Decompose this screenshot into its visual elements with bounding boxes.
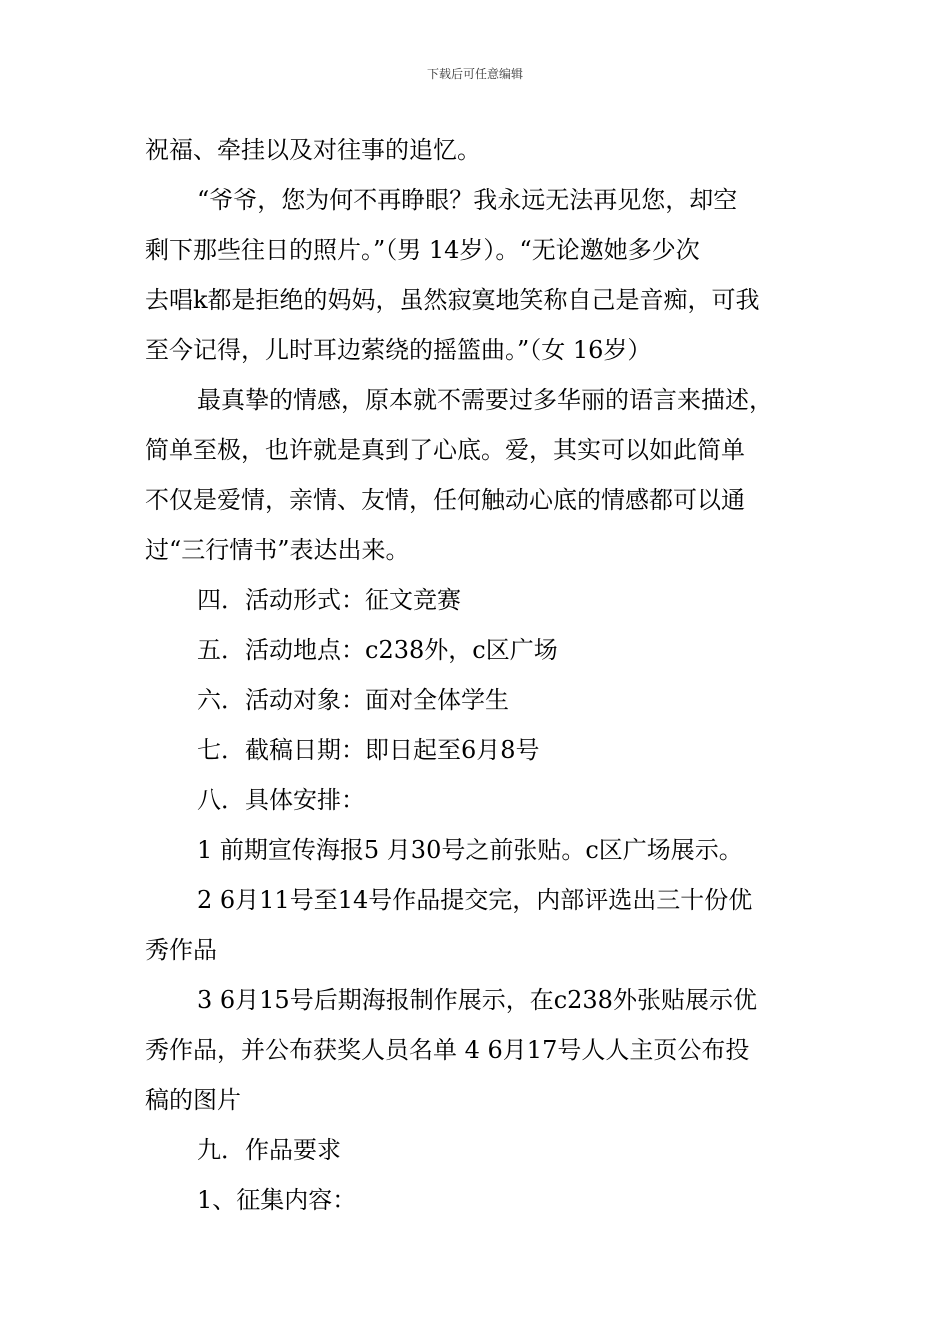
- sub-heading-content: 1、征集内容：: [197, 1186, 357, 1214]
- list-item-step-1: 1 前期宣传海报5 月30号之前张贴。c区广场展示。: [197, 836, 743, 864]
- text-line: 简单至极，也许就是真到了心底。爱，其实可以如此简单: [145, 436, 745, 464]
- text-line: 秀作品: [145, 936, 217, 964]
- section-heading-activity-target: 六．活动对象：面对全体学生: [197, 686, 509, 714]
- section-heading-requirements: 九．作品要求: [197, 1136, 341, 1164]
- list-item-step-3: 3 6月15号后期海报制作展示，在c238外张贴展示优: [197, 986, 757, 1014]
- list-item-step-2: 2 6月11号至14号作品提交完，内部评选出三十份优: [197, 886, 753, 914]
- page-header: 下载后可任意编辑: [426, 67, 523, 81]
- section-heading-arrangement: 八．具体安排：: [197, 786, 365, 814]
- document-body: [145, 125, 815, 1225]
- section-heading-activity-location: 五．活动地点：c238外，c区广场: [197, 636, 558, 664]
- text-line: “爷爷，您为何不再睁眼？我永远无法再见您，却空: [197, 186, 738, 214]
- text-line: 剩下那些往日的照片。”（男 14岁）。“无论邀她多少次: [145, 236, 700, 264]
- text-line: 过“三行情书”表达出来。: [145, 536, 410, 564]
- text-line: 最真挚的情感，原本就不需要过多华丽的语言来描述，: [197, 386, 773, 414]
- text-line: 秀作品，并公布获奖人员名单 4 6月17号人人主页公布投: [145, 1036, 750, 1064]
- text-line: 祝福、牵挂以及对往事的追忆。: [145, 136, 481, 164]
- text-line: 至今记得，儿时耳边萦绕的摇篮曲。”（女 16岁）: [145, 336, 652, 364]
- section-heading-activity-form: 四．活动形式：征文竞赛: [197, 586, 461, 614]
- section-heading-deadline: 七．截稿日期：即日起至6月8号: [197, 736, 540, 764]
- text-line: 不仅是爱情，亲情、友情，任何触动心底的情感都可以通: [145, 486, 745, 514]
- text-line: 去唱k都是拒绝的妈妈，虽然寂寞地笑称自己是音痴，可我: [145, 286, 760, 314]
- text-line: 稿的图片: [145, 1086, 241, 1114]
